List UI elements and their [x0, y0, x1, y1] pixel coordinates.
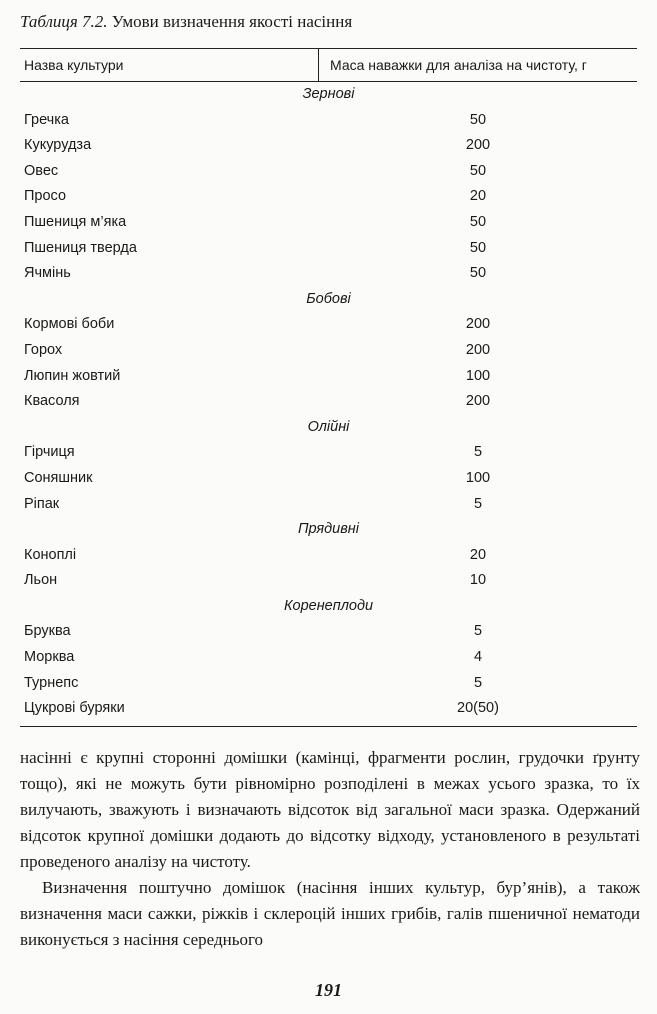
table-row [20, 210, 637, 236]
table-caption [20, 12, 640, 32]
crop-name: Просо [24, 188, 67, 205]
crop-name: Цукрові буряки [24, 700, 125, 717]
table-row [20, 671, 637, 697]
group-title: Бобові [306, 290, 351, 307]
table-row [20, 543, 637, 569]
table-row [20, 389, 637, 415]
column-divider [318, 49, 319, 81]
crop-name: Кормові боби [24, 316, 115, 333]
column-header-mass: Маса наважки для аналіза на чистоту, г [330, 57, 587, 73]
crop-name: Морква [24, 649, 75, 666]
sample-mass: 20(50) [457, 700, 499, 717]
sample-mass: 10 [469, 572, 487, 589]
table-row [20, 619, 637, 645]
sample-mass: 4 [473, 649, 483, 666]
table-row [20, 133, 637, 159]
sample-mass: 200 [465, 316, 491, 333]
sample-mass: 5 [473, 495, 483, 512]
sample-mass: 50 [469, 213, 487, 230]
table-row [20, 364, 637, 390]
sample-mass: 5 [473, 444, 483, 461]
crop-name: Пшениця тверда [24, 239, 137, 256]
table-row [20, 696, 637, 722]
crop-name: Овес [24, 162, 59, 179]
crop-name: Бруква [24, 623, 71, 640]
table-row [20, 645, 637, 671]
table-caption-label: Таблиця 7.2. [20, 12, 108, 31]
crop-name: Люпин жовтий [24, 367, 121, 384]
sample-mass: 200 [465, 393, 491, 410]
crop-name: Гречка [24, 111, 69, 128]
sample-mass: 100 [465, 469, 491, 486]
table-row [20, 261, 637, 287]
crop-name: Соняшник [24, 469, 93, 486]
table-row [20, 568, 637, 594]
sample-mass: 50 [469, 239, 487, 256]
group-title: Коренеплоди [283, 597, 374, 614]
page-number: 191 [315, 980, 342, 1000]
sample-mass: 200 [465, 137, 491, 154]
table-row [20, 236, 637, 262]
crop-name: Турнепс [24, 674, 79, 691]
sample-mass: 50 [469, 162, 487, 179]
group-title: Прядивні [297, 521, 359, 538]
crop-name: Горох [24, 341, 63, 358]
table-row [20, 466, 637, 492]
sample-mass: 50 [469, 111, 487, 128]
table-caption-title: Умови визначення якості насіння [111, 12, 353, 31]
table-row [20, 492, 637, 518]
crop-name: Пшениця м’яка [24, 213, 127, 230]
column-header-crop: Назва культури [24, 57, 124, 73]
table-header [20, 48, 637, 82]
sample-mass: 5 [473, 623, 483, 640]
body-text [20, 745, 640, 953]
sample-mass: 100 [465, 367, 491, 384]
crop-name: Квасоля [24, 393, 80, 410]
table-row [20, 184, 637, 210]
group-title: Олійні [307, 418, 350, 435]
crop-name: Ріпак [24, 495, 60, 512]
group-title: Зернові [302, 86, 355, 102]
crop-name: Коноплі [24, 546, 77, 563]
crop-name: Гірчиця [24, 444, 75, 461]
sample-mass: 20 [469, 188, 487, 205]
seed-quality-table [20, 48, 637, 727]
table-row [20, 338, 637, 364]
sample-mass: 50 [469, 265, 487, 282]
crop-name: Кукурудза [24, 137, 92, 154]
crop-name: Ячмінь [24, 265, 71, 282]
paragraph: насінні є крупні сторонні домішки (камінці, фрагменти рослин, грудочки ґрунту тощо), які не можуть бути рівномірно розподілені в межах усього зразка, то їх вилучають, зважують і визначають відсоток від загальної маси зразка. Одержаний відсоток крупної домішки додають до відсотку відходу, установленого в результаті проведеного аналізу на чистоту. [20, 748, 640, 871]
paragraph: Визначення поштучно домішок (насіння інших культур, бур’янів), а також визначення маси сажки, ріжків і склероцій інших грибів, галів пшеничної нематоди виконується з насіння середнього [20, 878, 640, 949]
sample-mass: 200 [465, 341, 491, 358]
sample-mass: 20 [469, 546, 487, 563]
table-row [20, 440, 637, 466]
table-row [20, 108, 637, 134]
crop-name: Льон [24, 572, 58, 589]
table-body [20, 82, 637, 727]
sample-mass: 5 [473, 674, 483, 691]
table-row [20, 159, 637, 185]
table-row [20, 312, 637, 338]
